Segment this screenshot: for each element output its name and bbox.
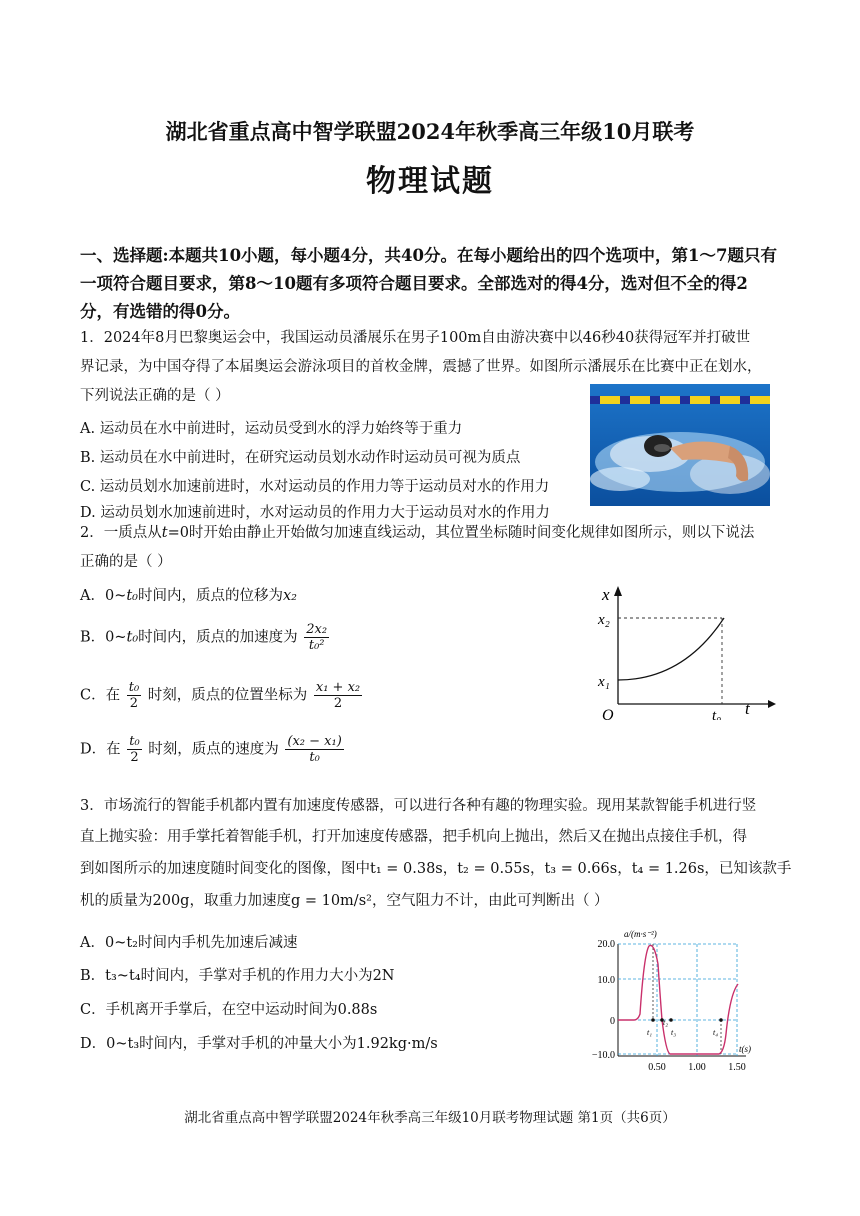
q3-line4: 机的质量为200g，取重力加速度g = 10m/s²，空气阻力不计，由此可判断出（ ） <box>80 893 609 909</box>
y-tick-neg10: −10.0 <box>591 1050 615 1061</box>
q2-stem-line2: 正确的是（ ） <box>80 554 172 570</box>
q3-option-a: A．0~t₂时间内手机先加速后减速 <box>80 935 298 951</box>
q3-option-c: C．手机离开手掌后，在空中运动时间为0.88s <box>80 1002 378 1018</box>
section-heading: 一、选择题:本题共10小题，每小题4分，共40分。在每小题给出的四个选项中，第1～7题只有一项符合题目要求，第8～10题有多项符合题目要求。全部选对的得4分，选对但不全的得2分，有选错的得0分。 <box>80 246 777 321</box>
t-axis-arrow <box>768 700 776 708</box>
q1-option-c: C. 运动员划水加速前进时，水对运动员的作用力等于运动员对水的作用力 <box>80 479 550 495</box>
xt-curve <box>618 618 724 680</box>
t1-point <box>651 1018 655 1022</box>
swimmer-photo <box>590 384 770 506</box>
q3-line1: 3．市场流行的智能手机都内置有加速度传感器，可以进行各种有趣的物理实验。现用某款智能手机进行竖 <box>80 798 757 814</box>
q1-stem-line2: 界记录，为中国夺得了本届奥运会游泳项目的首枚金牌，震撼了世界。如图所示潘展乐在比赛中正在划水， <box>80 359 762 375</box>
x-tick-150: 1.50 <box>728 1062 746 1073</box>
q3-line2: 直上抛实验：用手掌托着智能手机，打开加速度传感器，把手机向上抛出，然后又在抛出点接住手机，得 <box>80 829 747 845</box>
q3-line3: 到如图所示的加速度随时间变化的图像，图中t₁ = 0.38s，t₂ = 0.55s，t₃ = 0.66s，t₄ = 1.26s，已知该款手 <box>80 861 792 877</box>
at-graph <box>586 924 756 1074</box>
x-axis-label: x <box>602 585 610 604</box>
exam-title: 湖北省重点高中智学联盟2024年秋季高三年级10月联考 <box>165 119 695 144</box>
q3-option-b: B．t₃~t₄时间内，手掌对手机的作用力大小为2N <box>80 968 395 984</box>
q2-stem-line1: 2．一质点从t=0时开始由静止开始做匀加速直线运动，其位置坐标随时间变化规律如图所示，则以下说法 <box>80 525 755 541</box>
t3-label: t₃ <box>671 1028 677 1037</box>
t0-label: t₀ <box>712 708 722 720</box>
t1-label: t₁ <box>647 1028 653 1037</box>
q1-option-d: D. 运动员划水加速前进时，水对运动员的作用力大于运动员对水的作用力 <box>80 505 550 521</box>
q1-stem-line3: 下列说法正确的是（ ） <box>80 388 230 404</box>
q2-option-d: D．在 $\frac{\text{t₀}}{2}$ 时刻，质点的速度为 $\frac{\text{(x₂ − x₁)}}{\text{t₀}}$ <box>80 734 342 765</box>
t2-label: t₂ <box>663 1018 669 1027</box>
q1-option-b: B. 运动员在水中前进时，在研究运动员划水动作时运动员可视为质点 <box>80 450 521 466</box>
y-tick-20: 20.0 <box>597 939 615 950</box>
xt-graph <box>588 580 788 720</box>
q1-option-a: A. 运动员在水中前进时，运动员受到水的浮力始终等于重力 <box>80 421 463 437</box>
q2-option-b: B．0~t₀时间内，质点的加速度为 $\frac{\text{2x₂}}{\text{t₀²}}$ <box>80 622 328 653</box>
t-axis-label: t <box>745 699 750 718</box>
origin-label: O <box>602 707 614 720</box>
t4-label: t₄ <box>713 1028 719 1037</box>
t-axis-label: t(s) <box>739 1044 751 1054</box>
y-tick-0: 0 <box>610 1016 615 1027</box>
x-tick-100: 1.00 <box>688 1062 706 1073</box>
y-tick-10: 10.0 <box>597 975 615 986</box>
q1-stem-line1: 1．2024年8月巴黎奥运会中，我国运动员潘展乐在男子100m自由游决赛中以46秒40获得冠军并打破世 <box>80 330 751 346</box>
x2-label: x₂ <box>598 612 610 628</box>
x1-label: x₁ <box>598 674 610 690</box>
t4-point <box>719 1018 723 1022</box>
t3-point <box>669 1018 673 1022</box>
a-axis-label: a/(m·s⁻²) <box>624 929 657 939</box>
q3-option-d: D．0~t₃时间内，手掌对手机的冲量大小为1.92kg·m/s <box>80 1036 438 1052</box>
acceleration-curve <box>618 945 738 1054</box>
q2-option-a: A．0~t₀时间内，质点的位移为x₂ <box>80 588 297 604</box>
x-tick-050: 0.50 <box>648 1062 666 1073</box>
subject-title: 物理试题 <box>366 164 494 199</box>
grid <box>618 944 738 1056</box>
q2-option-c: C．在 $\frac{\text{t₀}}{2}$ 时刻，质点的位置坐标为 $\frac{\text{x₁ + x₂}}{2}$ <box>80 680 361 711</box>
x-axis-arrow <box>614 586 622 596</box>
page-footer: 湖北省重点高中智学联盟2024年秋季高三年级10月联考物理试题 第1页（共6页） <box>184 1110 676 1126</box>
